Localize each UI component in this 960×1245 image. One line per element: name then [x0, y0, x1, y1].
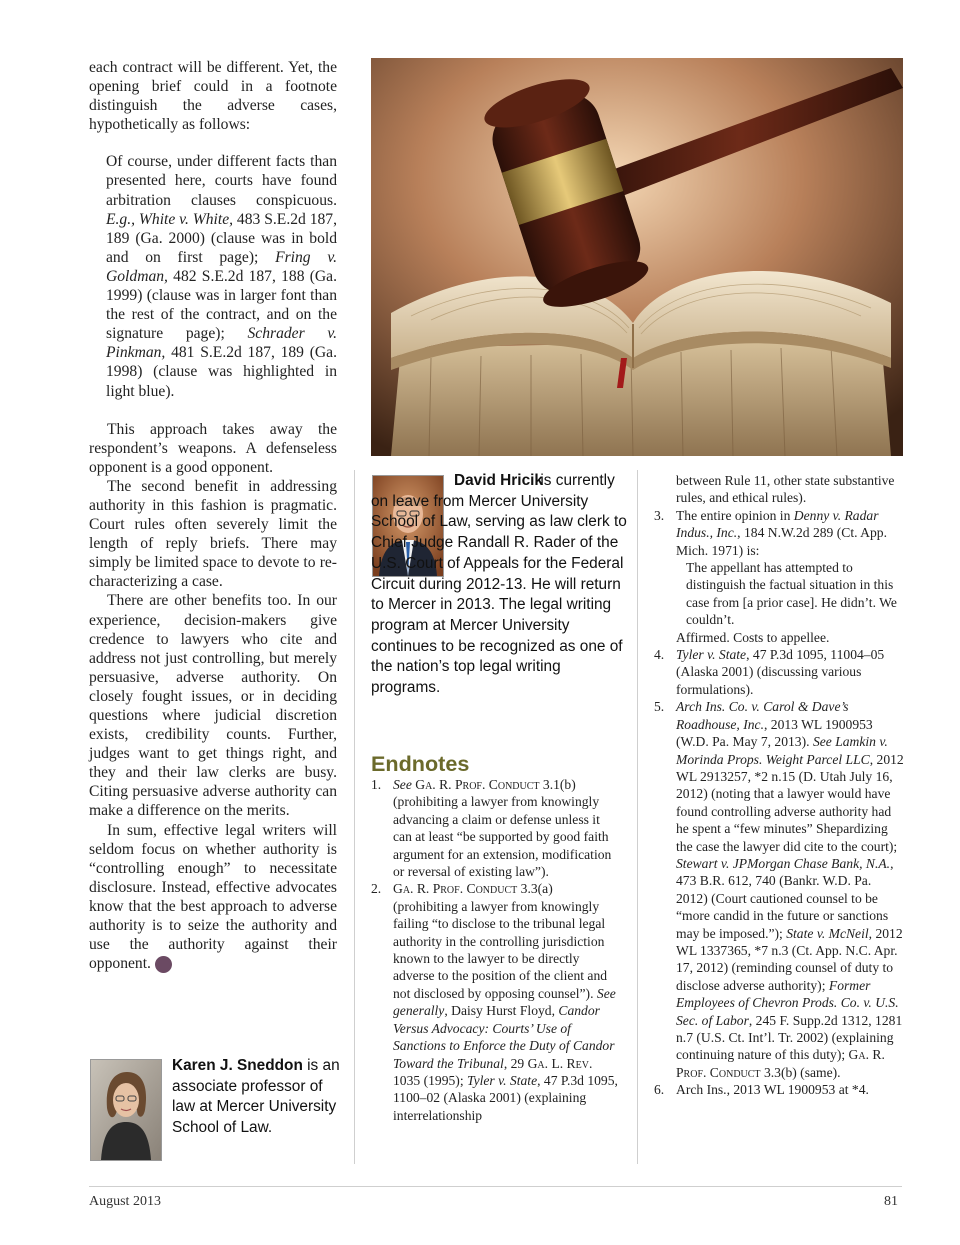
gavel-icon	[371, 58, 903, 456]
paragraph: each contract will be different. Yet, the opening brief could in a footnote distinguish the adverse cases, hypothetically as follows:	[89, 59, 337, 134]
endnote-item: 6. Arch Ins., 2013 WL 1900953 at *4.	[654, 1082, 869, 1098]
page-number: 81	[884, 1194, 898, 1209]
author-name: Karen J. Sneddon	[172, 1057, 303, 1074]
endnotes-column-2	[654, 472, 904, 1099]
paragraph: There are other benefits too. In our experience, decision-makers give credence to lawyers who cite and address not just controlling, but merely persuasive, adverse authority. On closely fought issues, or in deciding questions where judicial discretion exists, credibility counts. Further, judges want to get things right, and they and their law clerks are busy. Citing persuasive adverse authority can make a difference on the merits.	[89, 592, 337, 820]
gavel-book-photo	[371, 58, 903, 456]
column-divider	[354, 470, 355, 1164]
footer-divider	[89, 1186, 902, 1187]
endnote-item: 1. See Ga. R. Prof. Conduct 3.1(b) (prohibiting a lawyer from knowingly advancing a claim or defense unless it can at least “be supported by good faith argument for an extension, modification or reversal of existing law”).	[371, 777, 612, 880]
author-bio-sneddon: Karen J. Sneddon is an associate professor of law at Mercer University School of Law.	[172, 1057, 340, 1137]
author-name: David Hricik	[454, 472, 543, 489]
avatar	[90, 1059, 162, 1161]
endnotes-heading: Endnotes	[371, 751, 470, 776]
article-column-left	[89, 58, 337, 973]
endnote-continued: between Rule 11, other state substantive rules, and ethical rules).	[676, 473, 895, 506]
paragraph: This approach takes away the respondent’s weapons. A defenseless opponent is a good opponent.	[89, 420, 337, 476]
portrait-sneddon-icon	[91, 1060, 161, 1160]
endnote-item: 4. Tyler v. State, 47 P.3d 1095, 11004–05 (Alaska 2001) (discussing various formulations).	[654, 647, 885, 697]
endnotes-column-1	[371, 776, 621, 1124]
column-divider	[637, 470, 638, 1164]
gbj-end-mark-icon: GBJ	[155, 956, 172, 973]
author-bio-hricik-text: is currently on leave from Mercer University School of Law, serving as law clerk to Chief Judge Randall R. Rader of the U.S. Court of Appeals for the Federal Circuit during 2012-13. He will return to Mercer in 2013. The legal writing program at Mercer University continues to be recognized as one of the nation’s top legal writing programs.	[371, 472, 627, 697]
endnote-quote: The appellant has attempted to distinguish the factual situation in this case from [a prior case]. He didn’t. We couldn’t.	[686, 560, 897, 628]
endnote-item: 2. Ga. R. Prof. Conduct 3.3(a) (prohibiting a lawyer from knowingly failing “to disclose to the tribunal legal authority in the controlling jurisdiction known to the lawyer to be directly adverse to the position of the client and not disclosed by opposing counsel”). See generally, Daisy Hurst Floyd, Candor Versus Advocacy: Courts’ Use of Sanctions to Enforce the Duty of Candor Toward the Tribunal, 29 Ga. L. Rev. 1035 (1995); Tyler v. State, 47 P.3d 1095, 1100–02 (Alaska 2001) (explaining interrelationship	[371, 881, 618, 1123]
footer-date: August 2013	[89, 1194, 161, 1209]
endnote-item: 3. The entire opinion in Denny v. Radar Indus., Inc., 184 N.W.2d 289 (Ct. App. Mich. 1971) is: The appellant has attempted to distinguish the factual situation in this case from [a prior case]. He didn’t. We couldn’t. Affirmed. Costs to appellee.	[654, 507, 904, 646]
endnote-quote-line: Affirmed. Costs to appellee.	[676, 629, 830, 645]
paragraph: The second benefit in addressing authority in this fashion is pragmatic. Court rules often severely limit the length of reply briefs. There may simply be limited space to devote to re-characterizing a case.	[89, 477, 337, 591]
block-quote: Of course, under different facts than presented here, courts have found arbitration clauses conspicuous. E.g., White v. White, 483 S.E.2d 187, 189 (Ga. 2000) (clause was in bold and on first page); Fring v. Goldman, 482 S.E.2d 187, 188 (Ga. 1999) (clause was in larger font than the rest of the contract, and on the signature page); Schrader v. Pinkman, 481 S.E.2d 187, 189 (Ga. 1998) (clause was highlighted in light blue).	[106, 153, 337, 400]
paragraph: In sum, effective legal writers will seldom focus on whether authority is “controlling enough” to necessitate disclosure. Instead, effective advocates know that the best approach to adverse authority is to seize the authority and use the authority against their opponent. GBJ	[89, 821, 337, 973]
endnote-item: 5. Arch Ins. Co. v. Carol & Dave’s Roadhouse, Inc., 2013 WL 1900953 (W.D. Pa. May 7, 2013). See Lamkin v. Morinda Props. Weight Parcel LLC, 2012 WL 2913257, *2 n.15 (D. Utah July 16, 2012) (noting that a lawyer would have found controlling adverse authority had he spent a “few minutes” Shepardizing the case the lawyer did cite to the court); Stewart v. JPMorgan Chase Bank, N.A., 473 B.R. 612, 740 (Bankr. W.D. Pa. 2012) (Court cautioned counsel to be “more candid in the future or sanctions may be imposed.”); State v. McNeil, 2012 WL 1337365, *7 n.3 (Ct. App. N.C. Apr. 17, 2012) (reminding counsel of duty to disclose adverse authority); Former Employees of Chevron Prods. Co. v. U.S. Sec. of Labor, 245 F. Supp.2d 1312, 1281 n.7 (U.S. Ct. Int’l. Tr. 2002) (explaining continuing nature of this duty); Ga. R. Prof. Conduct 3.3(b) (same).	[654, 699, 904, 1080]
